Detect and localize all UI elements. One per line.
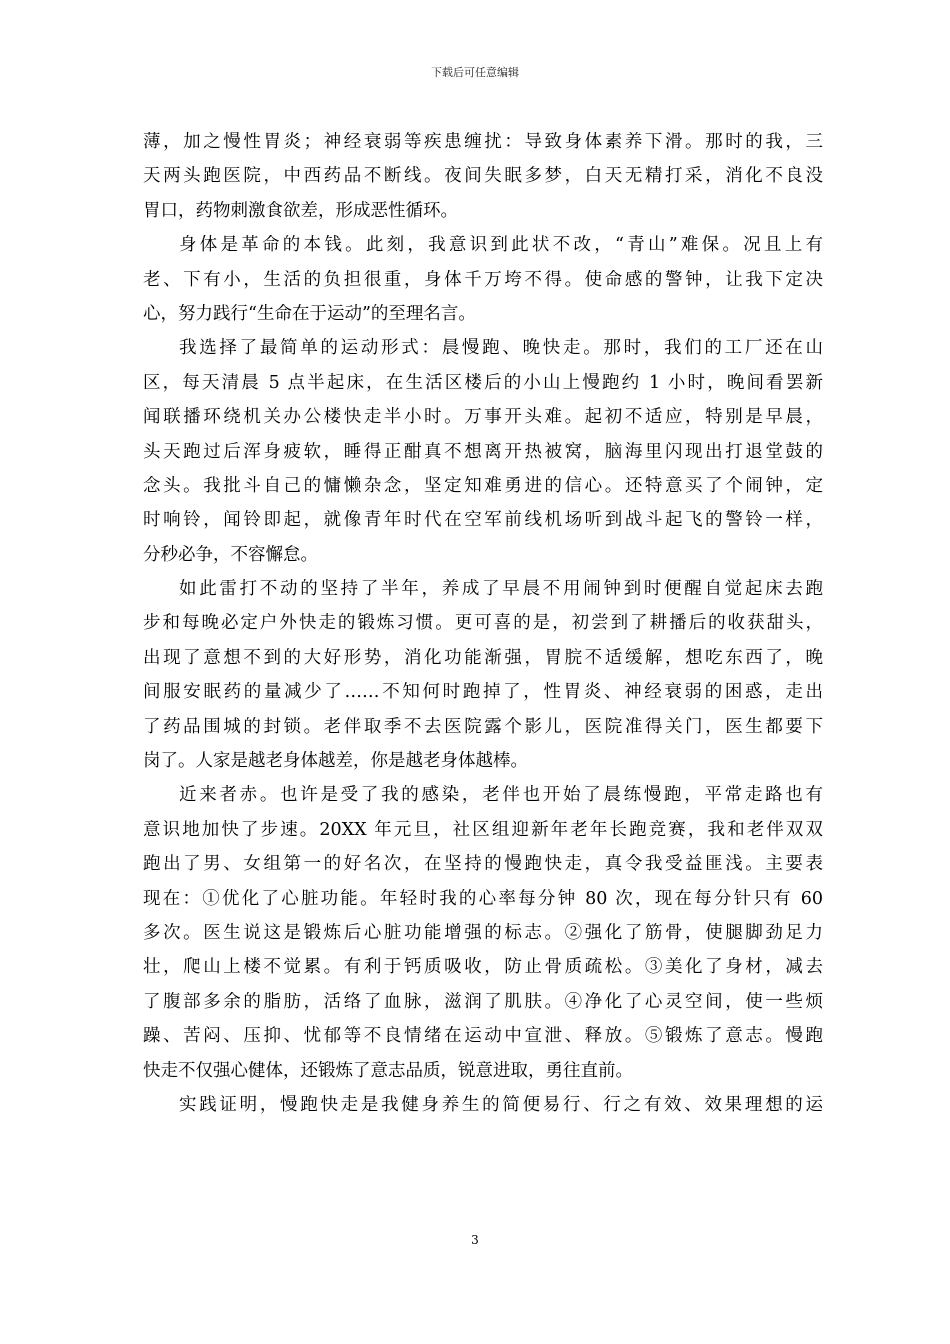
- text-line: 老、下有小，生活的负担很重，身体千万垮不得。使命感的警钟，让我下定决: [143, 269, 823, 290]
- text-line: 了药品围城的封锁。老伴取季不去医院露个影儿，医院准得关门，医生都要下: [143, 716, 823, 737]
- text-line: 如此雷打不动的坚持了半年，养成了早晨不用闹钟到时便醒自觉起床去跑: [179, 579, 823, 600]
- text-line: 闻联播环绕机关办公楼快走半小时。万事开头难。起初不适应，特别是早晨，: [143, 407, 823, 428]
- text-line: 区，每天清晨 5 点半起床，在生活区楼后的小山上慢跑约 1 小时，晚间看罢新: [143, 372, 823, 393]
- text-line: 意识地加快了步速。20XX 年元旦，社区组迎新年老年长跑竞赛，我和老伴双双: [143, 819, 823, 840]
- text-line: 多次。医生说这是锻炼后心脏功能增强的标志。②强化了筋骨，使腿脚劲足力: [143, 922, 823, 943]
- page-header: 下载后可任意编辑: [431, 66, 519, 79]
- text-line: 快走不仅强心健体，还锻炼了意志品质，锐意进取，勇往直前。: [143, 1060, 633, 1081]
- text-line: 我选择了最简单的运动形式：晨慢跑、晚快走。那时，我们的工厂还在山: [179, 338, 823, 359]
- text-line: 出现了意想不到的大好形势，消化功能渐强，胃脘不适缓解，想吃东西了，晚: [143, 647, 823, 668]
- text-line: 头天跑过后浑身疲软，睡得正酣真不想离开热被窝，脑海里闪现出打退堂鼓的: [143, 441, 823, 462]
- paragraph-5: [143, 778, 823, 1088]
- text-line: 间服安眠药的量减少了……不知何时跑掉了，性胃炎、神经衰弱的困惑，走出: [143, 682, 823, 703]
- text-line: 胃口，药物刺激食欲差，形成恶性循环。: [143, 200, 458, 221]
- text-line: 念头。我批斗自己的慵懒杂念，坚定知难勇进的信心。还特意买了个闹钟，定: [143, 475, 823, 496]
- paragraph-2: [143, 228, 823, 331]
- text-line: 分秒必争，不容懈怠。: [143, 544, 318, 565]
- paragraph-6: [143, 1088, 823, 1122]
- text-line: 岗了。人家是越老身体越差，你是越老身体越棒。: [143, 751, 528, 772]
- text-line: 心，努力践行“生命在于运动”的至理名言。: [143, 303, 476, 324]
- text-line: 了腹部多余的脂肪，活络了血脉，滋润了肌肤。④净化了心灵空间，使一些烦: [143, 991, 823, 1012]
- text-line: 近来者赤。也许是受了我的感染，老伴也开始了晨练慢跑，平常走路也有: [179, 785, 823, 806]
- paragraph-4: [143, 572, 823, 778]
- text-line: 壮，爬山上楼不觉累。有利于钙质吸收，防止骨质疏松。③美化了身材，减去: [143, 957, 823, 978]
- text-line: 现在：①优化了心脏功能。年轻时我的心率每分钟 80 次，现在每分针只有 60: [143, 888, 823, 909]
- text-line: 时响铃，闻铃即起，就像青年时代在空军前线机场听到战斗起飞的警铃一样，: [143, 510, 823, 531]
- text-line: 步和每晚必定户外快走的锻炼习惯。更可喜的是，初尝到了耕播后的收获甜头，: [143, 613, 823, 634]
- text-line: 身体是革命的本钱。此刻，我意识到此状不改，“青山”难保。况且上有: [179, 235, 823, 256]
- text-line: 薄，加之慢性胃炎；神经衰弱等疾患缠扰：导致身体素养下滑。那时的我，三: [143, 132, 823, 152]
- text-line: 天两头跑医院，中西药品不断线。夜间失眠多梦，白天无精打采，消化不良没: [143, 166, 823, 187]
- text-line: 跑出了男、女组第一的好名次，在坚持的慢跑快走，真令我受益匪浅。主要表: [143, 854, 823, 875]
- document-body: [143, 125, 823, 1122]
- paragraph-3: [143, 331, 823, 572]
- page-number: 3: [471, 1233, 479, 1247]
- paragraph-1: [143, 125, 823, 228]
- text-line: 实践证明，慢跑快走是我健身养生的简便易行、行之有效、效果理想的运: [179, 1094, 823, 1115]
- text-line: 躁、苦闷、压抑、忧郁等不良情绪在运动中宣泄、释放。⑤锻炼了意志。慢跑: [143, 1026, 823, 1047]
